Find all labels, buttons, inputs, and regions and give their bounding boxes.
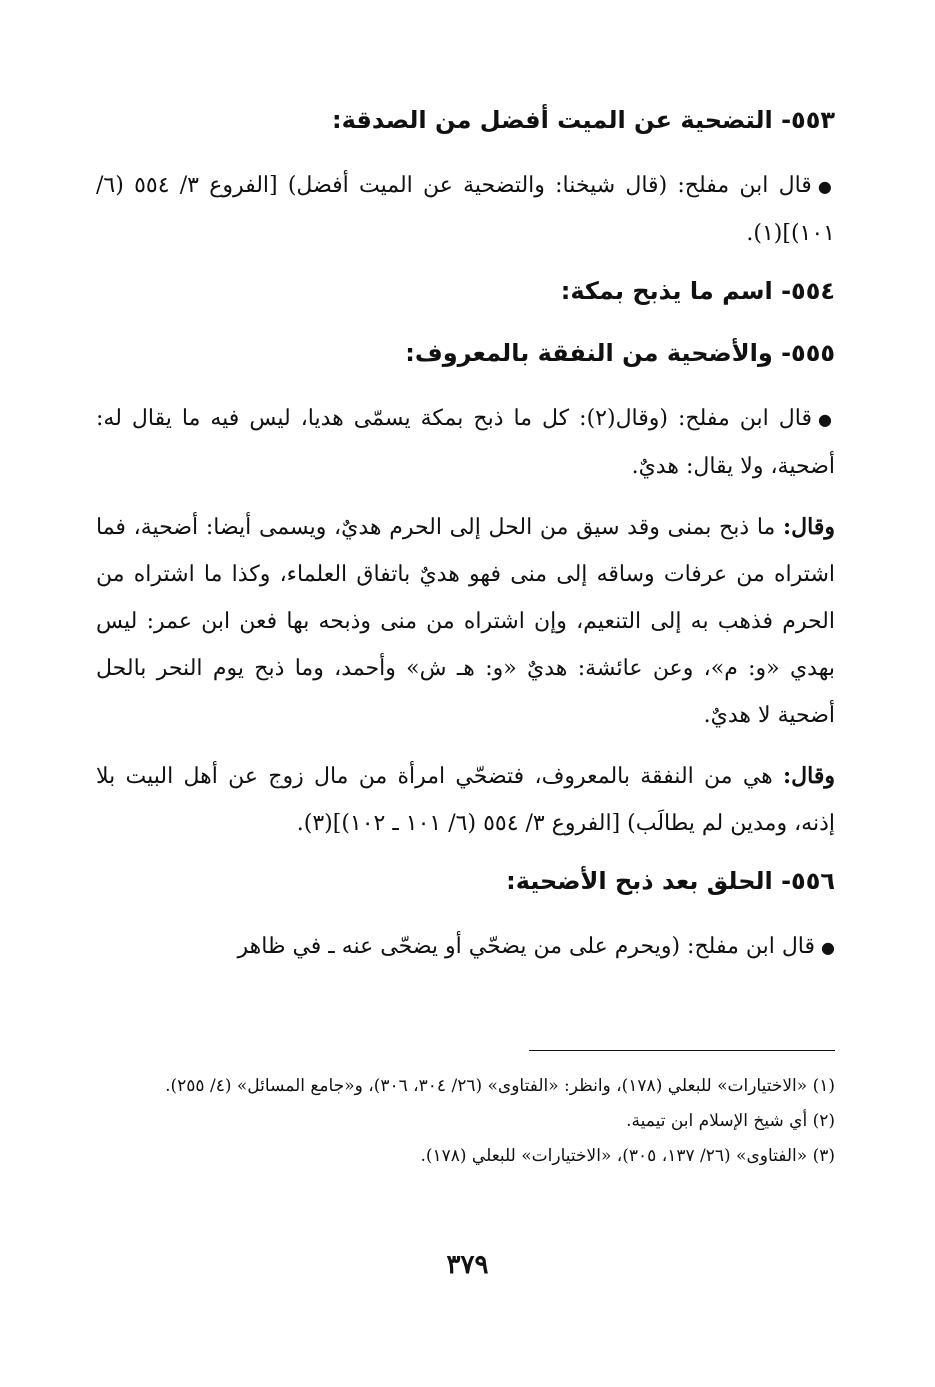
bullet-icon: ● [818, 410, 835, 429]
bullet-icon: ● [817, 177, 836, 196]
paragraph [96, 504, 835, 739]
section-heading-556: ٥٥٦- الحلق بعد ذبح الأضحية: [506, 867, 835, 895]
paragraph-lead: وقال: [783, 763, 835, 789]
page-body [96, 100, 835, 985]
footnotes [96, 1050, 835, 1174]
section-heading-555: ٥٥٥- والأضحية من النفقة بالمعروف: [405, 339, 835, 367]
footnote-divider [529, 1050, 835, 1051]
paragraph [96, 923, 835, 971]
paragraph-lead: وقال: [783, 514, 835, 540]
paragraph-text: قال ابن مفلح: (قال شيخنا: والتضحية عن الميت أفضل) [الفروع ٣/ ٥٥٤ (٦/ ١٠١)](١). [96, 173, 835, 246]
footnote-1: (١) «الاختيارات» للبعلي (١٧٨)، وانظر: «الفتاوى» (٢٦/ ٣٠٤، ٣٠٦)، و«جامع المسائل» (٤/ ٢٥٥). [165, 1076, 835, 1096]
section-heading-554: ٥٥٤- اسم ما يذبح بمكة: [560, 277, 835, 305]
footnote-3: (٣) «الفتاوى» (٢٦/ ١٣٧، ٣٠٥)، «الاختيارات» للبعلي (١٧٨). [420, 1146, 835, 1166]
section-heading-553: ٥٥٣- التضحية عن الميت أفضل من الصدقة: [332, 106, 835, 134]
paragraph-text: هي من النفقة بالمعروف، فتضحّي امرأة من مال زوج عن أهل البيت بلا إذنه، ومدين لم يطالَب) [الفروع ٣/ ٥٥٤ (٦/ ١٠١ ـ ١٠٢)](٣). [96, 764, 835, 836]
paragraph [96, 753, 835, 847]
bullet-icon: ● [821, 938, 835, 957]
paragraph-text: قال ابن مفلح: (ويحرم على من يضحّي أو يضحّى عنه ـ في ظاهر [237, 934, 816, 959]
paragraph [96, 162, 835, 257]
paragraph [96, 395, 835, 490]
footnote-2: (٢) أي شيخ الإسلام ابن تيمية. [626, 1111, 835, 1131]
page-number: ٣٧٩ [446, 1250, 489, 1280]
paragraph-text: قال ابن مفلح: (وقال(٢): كل ما ذبح بمكة يسمّى هديا، ليس فيه ما يقال له: أضحية، ولا يقال: هديٌ. [96, 406, 835, 479]
paragraph-text: ما ذبح بمنى وقد سيق من الحل إلى الحرم هديٌ، ويسمى أيضا: أضحية، فما اشتراه من عرفات وساقه إلى منى فهو هديٌ باتفاق العلماء، وكذا ما اشتراه من الحرم فذهب به إلى التنعيم، وإن اشتراه من منى وذبحه بها فعن ابن عمر: ليس بهدي «و: م»، وعن عائشة: هديٌ «و: هـ ش» وأحمد، وما ذبح يوم النحر بالحل أضحية لا هديٌ. [96, 515, 835, 728]
